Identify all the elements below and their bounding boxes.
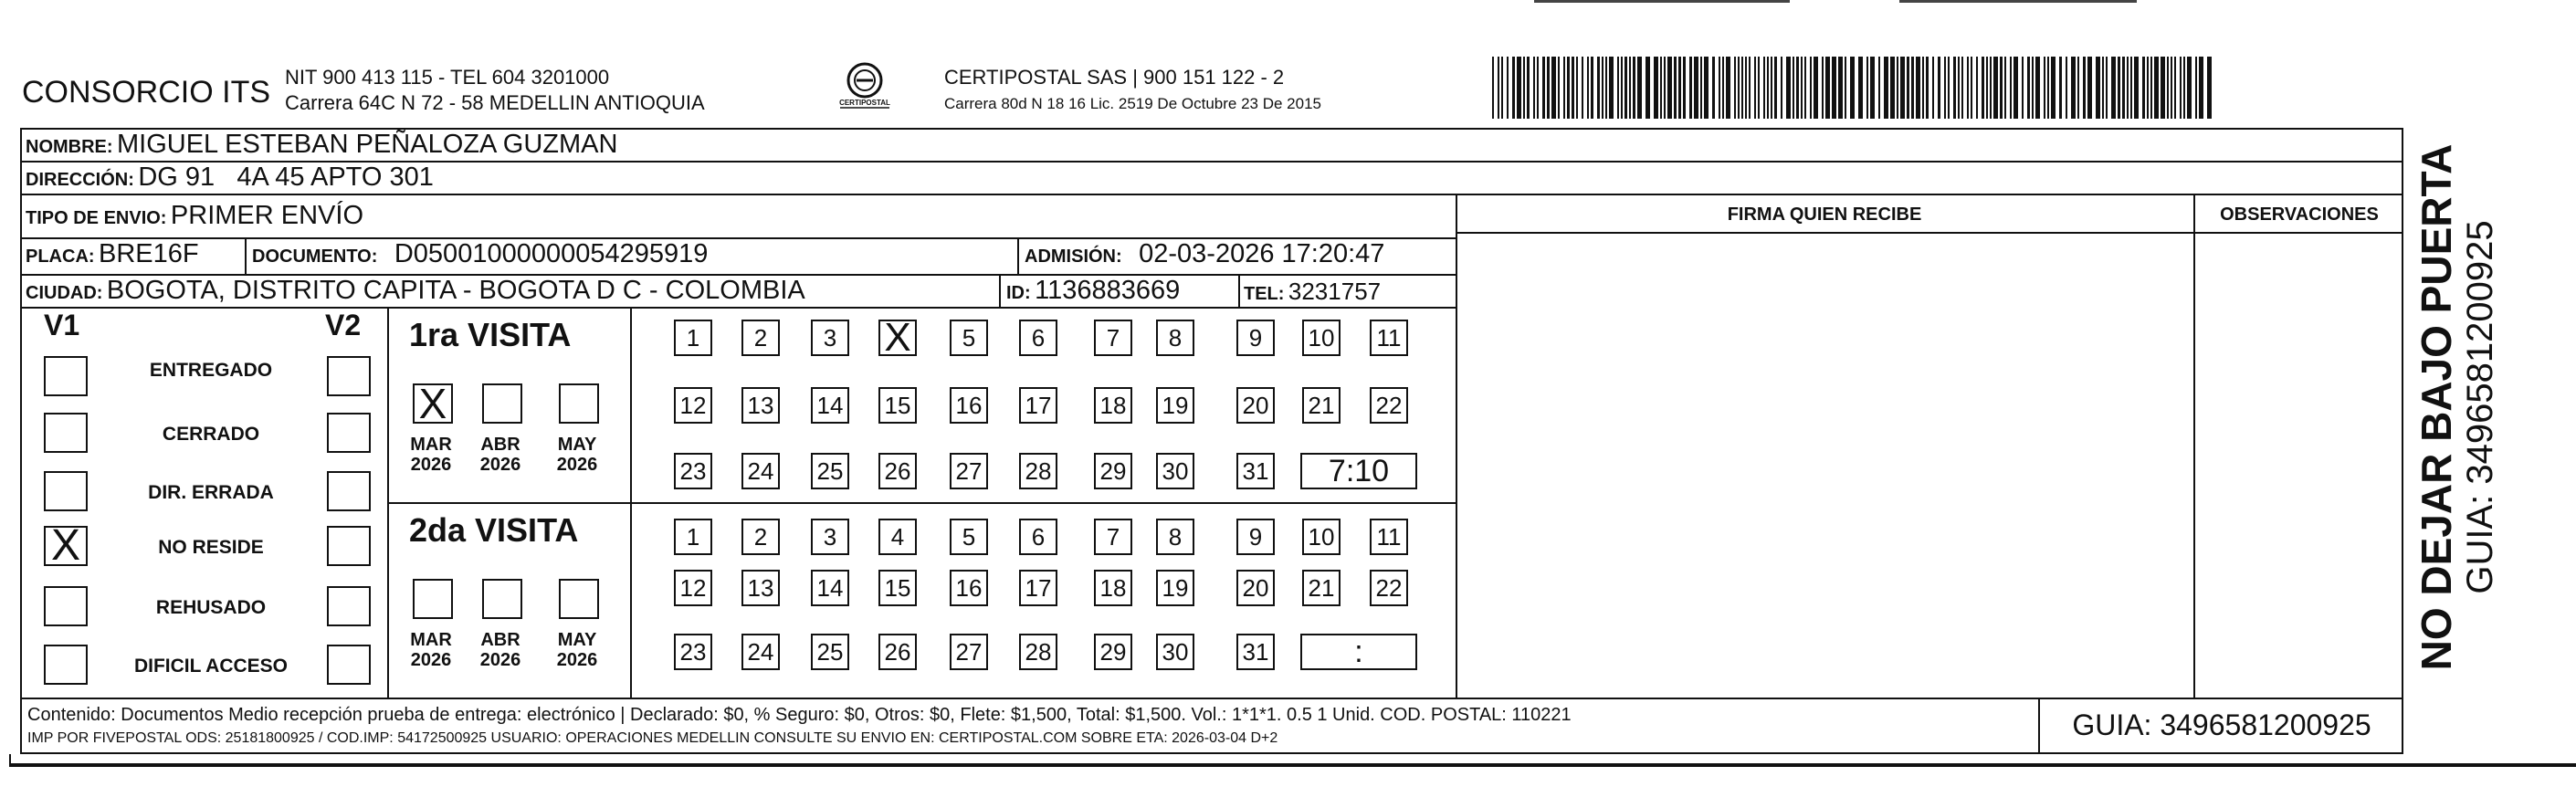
- first-visit-title: 1ra VISITA: [409, 316, 572, 353]
- day-box[interactable]: 17: [1019, 570, 1057, 606]
- scan-mark: [1899, 0, 2137, 3]
- tipo-envio-value: PRIMER ENVÍO: [170, 201, 364, 230]
- month-checkbox[interactable]: [482, 579, 522, 619]
- month-year: 2026: [479, 650, 521, 670]
- month-label: [404, 435, 458, 475]
- month-label: [550, 435, 605, 475]
- day-box[interactable]: 4: [878, 519, 917, 555]
- footer-contenido: Contenido: Documentos Medio recepción prueba de entrega: electrónico | Declarado: $0, % Seguro: $0, Otros: $0, Flete: $1,500, Total: $1,500. Vol.: 1*1*1. 0.5 1 Unid. COD. POSTAL: 110221: [27, 705, 1572, 725]
- v2-checkbox[interactable]: [327, 645, 371, 685]
- day-box[interactable]: 24: [741, 453, 780, 489]
- month-name: MAY: [557, 435, 597, 455]
- day-box[interactable]: 3: [811, 519, 849, 555]
- day-box[interactable]: 7: [1094, 320, 1132, 356]
- month-checkbox[interactable]: [413, 380, 453, 427]
- v2-checkbox[interactable]: [327, 586, 371, 626]
- scan-mark: [1534, 0, 1790, 3]
- day-box[interactable]: 8: [1156, 320, 1194, 356]
- id-value: 1136883669: [1035, 276, 1181, 305]
- day-box[interactable]: 28: [1019, 634, 1057, 670]
- day-box[interactable]: 25: [811, 453, 849, 489]
- month-name: MAY: [557, 630, 597, 650]
- day-box[interactable]: 20: [1236, 387, 1275, 424]
- day-box[interactable]: 13: [741, 387, 780, 424]
- time-box[interactable]: 7:10: [1300, 453, 1417, 489]
- day-box[interactable]: 25: [811, 634, 849, 670]
- side-guia-text: GUIA: 3496581200925: [2460, 220, 2500, 594]
- month-checkbox[interactable]: [482, 383, 522, 424]
- day-box[interactable]: 19: [1156, 570, 1194, 606]
- day-box[interactable]: 11: [1370, 519, 1408, 555]
- certipostal-address: Carrera 80d N 18 16 Lic. 2519 De Octubre 23 De 2015: [944, 95, 1321, 112]
- month-label: [473, 630, 528, 670]
- day-box[interactable]: 8: [1156, 519, 1194, 555]
- v2-checkbox[interactable]: [327, 356, 371, 396]
- day-box[interactable]: 31: [1236, 453, 1275, 489]
- day-box[interactable]: 18: [1094, 387, 1132, 424]
- day-box[interactable]: 30: [1156, 453, 1194, 489]
- tel-label: TEL:: [1244, 284, 1285, 304]
- day-box[interactable]: 5: [950, 320, 988, 356]
- v1-checkbox[interactable]: [44, 356, 88, 396]
- month-name: ABR: [480, 630, 520, 650]
- day-box[interactable]: 21: [1302, 570, 1341, 606]
- company-name: CONSORCIO ITS: [22, 75, 271, 110]
- check-mark: X: [418, 380, 447, 427]
- day-box[interactable]: 12: [674, 570, 712, 606]
- ciudad-label: CIUDAD:: [26, 283, 103, 303]
- observaciones-label: OBSERVACIONES: [2220, 205, 2379, 225]
- documento-value: D05001000000054295919: [394, 239, 709, 268]
- tel-value: 3231757: [1288, 278, 1382, 305]
- day-box[interactable]: 14: [811, 387, 849, 424]
- day-box[interactable]: 26: [878, 634, 917, 670]
- id-label: ID:: [1006, 283, 1031, 303]
- day-box[interactable]: 2: [741, 320, 780, 356]
- month-year: 2026: [556, 650, 598, 670]
- v2-checkbox[interactable]: [327, 413, 371, 453]
- day-box[interactable]: 18: [1094, 570, 1132, 606]
- v1-checkbox[interactable]: [44, 471, 88, 511]
- placa-label: PLACA:: [26, 247, 95, 267]
- day-box[interactable]: 29: [1094, 453, 1132, 489]
- day-box[interactable]: 1: [674, 320, 712, 356]
- tipo-envio-label: TIPO DE ENVIO:: [26, 208, 167, 228]
- firma-label: FIRMA QUIEN RECIBE: [1727, 205, 1922, 225]
- day-box[interactable]: 29: [1094, 634, 1132, 670]
- day-box[interactable]: 23: [674, 453, 712, 489]
- admision-label: ADMISIÓN:: [1025, 247, 1122, 267]
- month-year: 2026: [410, 455, 452, 475]
- check-mark: X: [50, 521, 80, 570]
- nombre-label: NOMBRE:: [26, 137, 113, 157]
- day-box[interactable]: 30: [1156, 634, 1194, 670]
- day-box[interactable]: 27: [950, 634, 988, 670]
- day-box[interactable]: 10: [1302, 519, 1341, 555]
- day-box[interactable]: 19: [1156, 387, 1194, 424]
- day-box[interactable]: 24: [741, 634, 780, 670]
- day-box[interactable]: 22: [1370, 570, 1408, 606]
- ciudad-value: BOGOTA, DISTRITO CAPITA - BOGOTA D C - COLOMBIA: [106, 276, 805, 305]
- day-box[interactable]: 9: [1236, 519, 1275, 555]
- certipostal-company: CERTIPOSTAL SAS | 900 151 122 - 2: [944, 66, 1285, 89]
- footer-guia: GUIA: 3496581200925: [2072, 708, 2371, 741]
- day-box[interactable]: [878, 315, 917, 360]
- day-box[interactable]: 31: [1236, 634, 1275, 670]
- barcode: [1492, 57, 2223, 119]
- company-nit: NIT 900 413 115 - TEL 604 3201000: [285, 66, 610, 89]
- day-box[interactable]: 14: [811, 570, 849, 606]
- footer-imp: IMP POR FIVEPOSTAL ODS: 25181800925 / COD.IMP: 54172500925 USUARIO: OPERACIONES MEDELLIN CONSULTE SU ENVIO EN: CERTIPOSTAL.COM SOBRE ETA: 2026-03-04 D+2: [27, 730, 1278, 746]
- month-label: [404, 630, 458, 670]
- month-name: MAR: [410, 630, 452, 650]
- check-mark: X: [884, 315, 911, 360]
- status-label: NO RESIDE: [158, 537, 264, 558]
- status-label: DIR. ERRADA: [148, 482, 274, 503]
- month-label: [550, 630, 605, 670]
- nombre-value: MIGUEL ESTEBAN PEÑALOZA GUZMAN: [117, 130, 618, 159]
- day-box[interactable]: 9: [1236, 320, 1275, 356]
- month-year: 2026: [479, 455, 521, 475]
- direccion-label: DIRECCIÓN:: [26, 170, 134, 190]
- day-box[interactable]: 10: [1302, 320, 1341, 356]
- day-box[interactable]: 22: [1370, 387, 1408, 424]
- day-box[interactable]: 20: [1236, 570, 1275, 606]
- month-label: [473, 435, 528, 475]
- day-box[interactable]: 28: [1019, 453, 1057, 489]
- month-checkbox[interactable]: [559, 383, 599, 424]
- day-box[interactable]: 27: [950, 453, 988, 489]
- day-box[interactable]: 16: [950, 570, 988, 606]
- status-label: CERRADO: [162, 424, 260, 445]
- certipostal-logo: [831, 60, 899, 115]
- day-box[interactable]: 1: [674, 519, 712, 555]
- day-box[interactable]: 13: [741, 570, 780, 606]
- v1-checkbox[interactable]: [44, 521, 88, 570]
- v1-checkbox[interactable]: [44, 586, 88, 626]
- admision-value: 02-03-2026 17:20:47: [1139, 239, 1385, 268]
- direccion-value: DG 91 4A 45 APTO 301: [138, 163, 434, 192]
- company-address: Carrera 64C N 72 - 58 MEDELLIN ANTIOQUIA: [285, 91, 705, 114]
- month-name: ABR: [480, 435, 520, 455]
- day-box[interactable]: 11: [1370, 320, 1408, 356]
- v1-label: V1: [44, 309, 80, 341]
- status-label: ENTREGADO: [149, 360, 273, 381]
- v1-checkbox[interactable]: [44, 413, 88, 453]
- month-checkbox[interactable]: [413, 579, 453, 619]
- day-box[interactable]: 17: [1019, 387, 1057, 424]
- day-box[interactable]: 2: [741, 519, 780, 555]
- logo-caption: CERTIPOSTAL: [839, 99, 890, 107]
- day-box[interactable]: 6: [1019, 519, 1057, 555]
- v2-label: V2: [325, 309, 362, 341]
- day-box[interactable]: 23: [674, 634, 712, 670]
- month-year: 2026: [410, 650, 452, 670]
- day-box[interactable]: 16: [950, 387, 988, 424]
- v2-checkbox[interactable]: [327, 471, 371, 511]
- day-box[interactable]: 12: [674, 387, 712, 424]
- day-box[interactable]: 5: [950, 519, 988, 555]
- month-year: 2026: [556, 455, 598, 475]
- status-label: REHUSADO: [155, 597, 267, 618]
- day-box[interactable]: 15: [878, 570, 917, 606]
- month-name: MAR: [410, 435, 452, 455]
- day-box[interactable]: 7: [1094, 519, 1132, 555]
- status-label: DIFICIL ACCESO: [133, 656, 288, 677]
- day-box[interactable]: 15: [878, 387, 917, 424]
- second-visit-title: 2da VISITA: [409, 511, 579, 549]
- side-warning-text: NO DEJAR BAJO PUERTA: [2413, 143, 2460, 671]
- documento-label: DOCUMENTO:: [252, 247, 378, 267]
- day-box[interactable]: 3: [811, 320, 849, 356]
- month-checkbox[interactable]: [559, 579, 599, 619]
- day-box[interactable]: 6: [1019, 320, 1057, 356]
- v2-checkbox[interactable]: [327, 526, 371, 566]
- placa-value: BRE16F: [99, 239, 199, 268]
- v1-checkbox[interactable]: [44, 645, 88, 685]
- time-box[interactable]: :: [1300, 634, 1417, 670]
- day-box[interactable]: 26: [878, 453, 917, 489]
- day-box[interactable]: 21: [1302, 387, 1341, 424]
